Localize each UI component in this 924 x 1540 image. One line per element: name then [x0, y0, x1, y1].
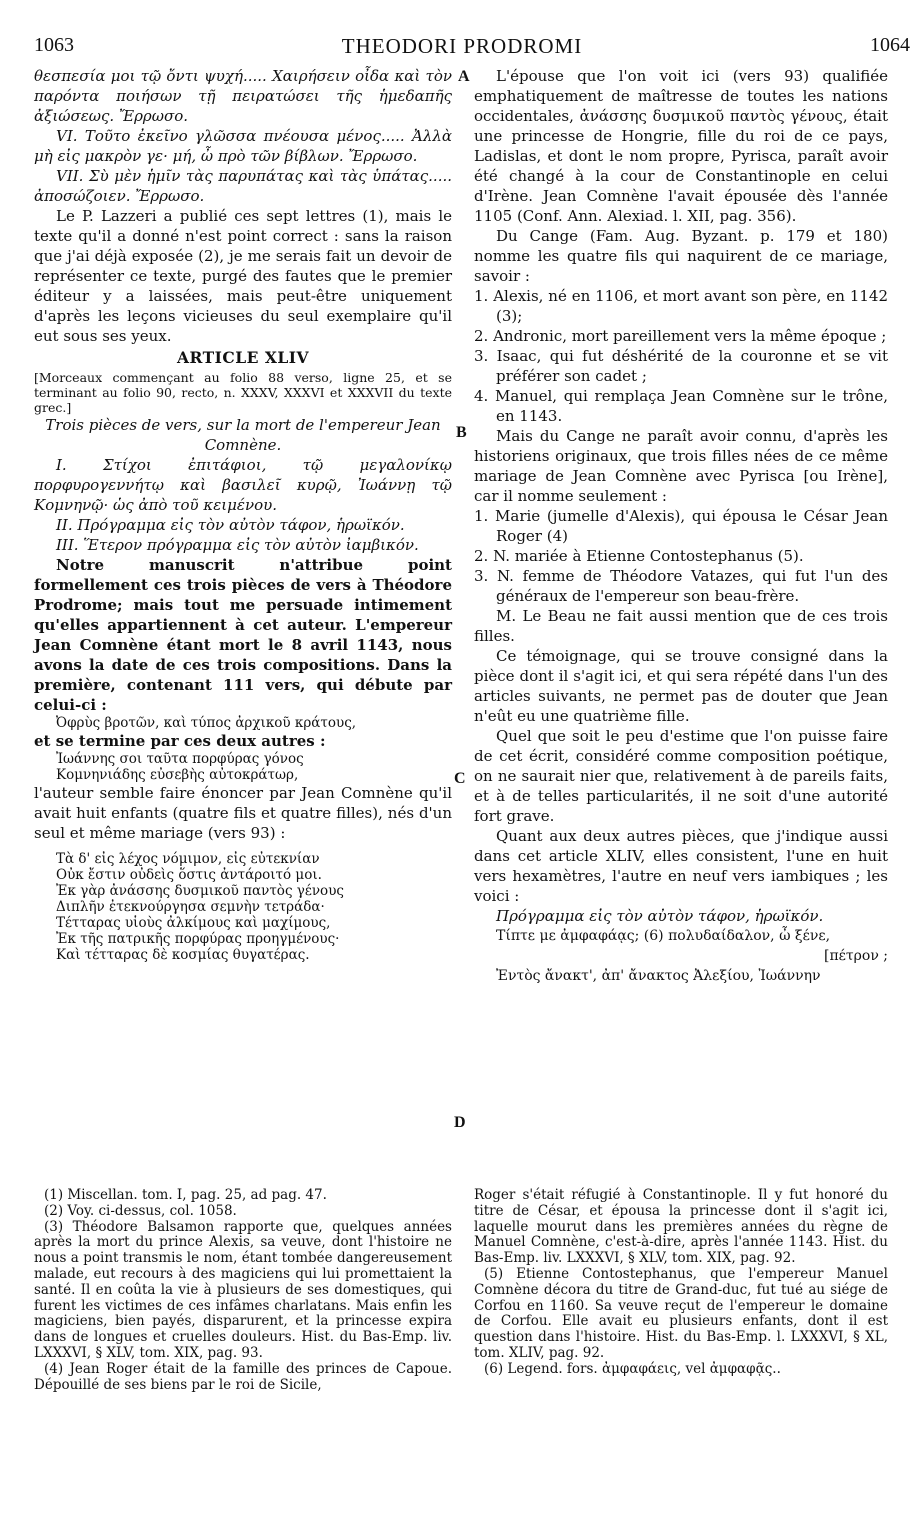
article-heading: ARTICLE XLIV	[176, 348, 310, 367]
verse-line: Ἐκ τῆς πατρικῆς πορφύρας προηγμένους·	[56, 931, 340, 947]
verse-ending-1: Ἰωάννης σοι ταῦτα πορφύρας γόνος	[56, 751, 304, 767]
paragraph-du-cange-sons: Du Cange (Fam. Aug. Byzant. p. 179 et 180) nomme les quatre fils qui naquirent de ce mariage, savoir :	[474, 227, 888, 285]
greek-letter-v-end: θεσπεσία μοι τῷ ὄντι ψυχή..... Χαιρήσειν οἶδα καὶ τὸν παρόντα ποιήσων τῇ πειρατώσει τῆς ἡμεδαπῆς ἀξιώσεως. Ἔρρωσο.	[34, 67, 452, 125]
footnote: (3) Théodore Balsamon rapporte que, quelques années après la mort du prince Alexis, sa veuve, dont l'histoire ne nous a point transmis le nom, étant tombée dangereusement malade, eut recours à des magiciens qui lui promettaient la santé. Il en coûta la vie à plusieurs de ses domestiques, qui furent les victimes de ces infâmes charlatans. Mais enfin les magiciens, bien payés, disparurent, et la princesse expira dans de longues et cruelles douleurs. Hist. du Bas-Emp. liv. LXXXVI, § XLV, tom. XIX, pag. 93.	[34, 1218, 452, 1361]
footnotes-right	[474, 1188, 888, 1378]
daughter-item: 2. N. mariée à Etienne Contostephanus (5).	[474, 547, 804, 565]
page-number-right: 1064	[870, 34, 910, 56]
verse-line: Οὐκ ἔστιν οὐδεὶς ὅστις ἀντάροιτό μοι.	[56, 867, 322, 883]
running-header	[0, 34, 924, 64]
article-subtitle: Trois pièces de vers, sur la mort de l'empereur Jean Comnène.	[45, 416, 441, 454]
greek-letter-vii: VII. Σὺ μὲν ἡμῖν τὰς παρυπάτας καὶ τὰς ὑπάτας..... ἀποσώζοιεν. Ἔρρωσο.	[34, 167, 452, 205]
margin-letter-a: A	[458, 68, 470, 85]
verse-line: Διπλῆν ἐτεκνούργησα σεμνὴν τετράδα·	[56, 899, 325, 915]
daughter-item: 1. Marie (jumelle d'Alexis), qui épousa le César Jean Roger (4)	[474, 507, 888, 545]
paragraph-lazzeri: Le P. Lazzeri a publié ces sept lettres (1), mais le texte qu'il a donné n'est point correct : sans la raison que j'ai déjà exposée (2), je me serais fait un devoir de représenter ce texte, purgé des fautes que le premier éditeur y a laissées, mais peut-être uniquement d'après les leçons vicieuses du seul exemplaire qu'il eut sous ses yeux.	[34, 207, 452, 345]
footnote: (2) Voy. ci-dessus, col. 1058.	[44, 1202, 237, 1219]
margin-letter-b: B	[456, 424, 467, 441]
footnote: Roger s'était réfugié à Constantinople. Il y fut honoré du titre de César, et épousa la princesse dont il s'agit ici, laquelle mourut dans les premières années du règne de Manuel Comnène, c'est-à-dire, après l'année 1143. Hist. du Bas-Emp. liv. LXXXVI, § XLV, tom. XIX, pag. 92.	[474, 1187, 888, 1267]
verse-line: Τέτταρας υἱοὺς ἀλκίμους καὶ μαχίμους,	[56, 915, 331, 931]
footnote: (1) Miscellan. tom. I, pag. 25, ad pag. 47.	[44, 1187, 327, 1203]
son-item: 3. Isaac, qui fut déshérité de la couronne et se vit préférer son cadet ;	[474, 347, 888, 385]
paragraph-temoignage: Ce témoignage, qui se trouve consigné dans la pièce dont il s'agit ici, et qui sera répété dans l'un des articles suivants, ne permet pas de douter que Jean n'eût eu une quatrième fille.	[474, 647, 888, 725]
greek-program-title: Πρόγραμμα εἰς τὸν αὐτὸν τάφον, ἡρωϊκόν.	[496, 907, 824, 925]
son-item: 2. Andronic, mort pareillement vers la même époque ;	[474, 327, 887, 345]
footnotes-left	[34, 1188, 452, 1393]
paragraph-estime: Quel que soit le peu d'estime que l'on puisse faire de cet écrit, considéré comme composition poétique, on ne saurait nier que, relativement à de pareils faits, et à de telles particularités, il ne soit d'une autorité fort grave.	[474, 727, 888, 825]
greek-verse-1: Τίπτε με ἀμφαφάᾳς; (6) πολυδαίδαλον, ὦ ξένε,	[496, 928, 831, 944]
paragraph-attribution: Notre manuscrit n'attribue point formellement ces trois pièces de vers à Théodore Prodrome; mais tout me persuade intimement qu'elles appartiennent à cet auteur. L'empereur Jean Comnène étant mort le 8 avril 1143, nous avons la date de ces trois compositions. Dans la première, contenant 111 vers, qui débute par celui-ci :	[34, 556, 452, 714]
running-title: THEODORI PRODROMI	[341, 34, 583, 58]
verse-opening: Ὀφρὺς βροτῶν, καὶ τύπος ἀρχικοῦ κράτους,	[56, 715, 357, 731]
verse-line: Καὶ τέτταρας δὲ κοσμίας θυγατέρας.	[56, 947, 310, 963]
son-item: 4. Manuel, qui remplaça Jean Comnène sur le trône, en 1143.	[474, 387, 888, 425]
piece-item-3: III. Ἕτερον πρόγραμμα εἰς τὸν αὐτὸν ἰαμβικόν.	[56, 536, 419, 554]
footnote: (5) Etienne Contostephanus, que l'empereur Manuel Comnène décora du titre de Grand-duc, fut tué au siége de Corfou en 1160. Sa veuve reçut de l'empereur le domaine de Corfou. Elle avait eu plusieurs enfants, dont il est question dans l'histoire. Hist. du Bas-Emp. l. LXXXVI, § XL, tom. XLIV, pag. 92.	[474, 1265, 888, 1361]
verse-line: Ἐκ γὰρ ἀνάσσης δυσμικοῦ παντὸς γένους	[56, 883, 344, 899]
verse-ending-2: Κομνηνιάδης εὐσεβὴς αὐτοκράτωρ,	[56, 767, 299, 783]
footnote: (4) Jean Roger était de la famille des princes de Capoue. Dépouillé de ses biens par le roi de Sicile,	[34, 1360, 452, 1393]
right-column	[474, 66, 888, 986]
greek-letter-vi: VI. Τοῦτο ἐκεῖνο γλῶσσα πνέουσα μένος..... Ἀλλὰ μὴ εἰς μακρὸν γε· μή, ὦ πρὸ τῶν βίβλων. Ἔρρωσο.	[34, 127, 452, 165]
left-column	[34, 66, 452, 963]
article-bracket-note: [Morceaux commençant au folio 88 verso, ligne 25, et se terminant au folio 90, recto, n. XXXV, XXXVI et XXXVII du texte grec.]	[34, 370, 452, 415]
paragraph-du-cange-daughters: Mais du Cange ne paraît avoir connu, d'après les historiens originaux, que trois filles nées de ce même mariage de Jean Comnène avec Pyrisca [ou Irène], car il nomme seulement :	[474, 427, 888, 505]
piece-item-2: II. Πρόγραμμα εἰς τὸν αὐτὸν τάφον, ἡρωϊκόν.	[56, 516, 405, 534]
paragraph-deux-pieces: Quant aux deux autres pièces, que j'indique aussi dans cet article XLIV, elles consistent, l'une en huit vers hexamètres, l'autre en neuf vers iambiques ; les voici :	[474, 827, 888, 905]
paragraph-le-beau: M. Le Beau ne fait aussi mention que de ces trois filles.	[474, 607, 888, 645]
paragraph-epouse: L'épouse que l'on voit ici (vers 93) qualifiée emphatiquement de maîtresse de toutes les nations occidentales, ἀνάσσης δυσμικοῦ παντὸς γένους, était une princesse de Hongrie, fille du roi de ce pays, Ladislas, et dont le nom propre, Pyrisca, paraît avoir été changé à la cour de Constantinople en celui d'Irène. Jean Comnène l'avait épousée dès l'année 1105 (Conf. Ann. Alexiad. l. XII, pag. 356).	[474, 67, 888, 225]
greek-verse-2: Ἐντὸς ἄνακτ', ἀπ' ἄνακτος Ἀλεξίου, Ἰωάννην	[496, 968, 821, 984]
paragraph-ending: et se termine par ces deux autres :	[34, 732, 326, 750]
paragraph-children: l'auteur semble faire énoncer par Jean Comnène qu'il avait huit enfants (quatre fils et quatre filles), nés d'un seul et même mariage (vers 93) :	[34, 784, 452, 842]
son-item: 1. Alexis, né en 1106, et mort avant son père, en 1142 (3);	[474, 287, 888, 325]
piece-item-1: I. Στίχοι ἐπιτάφιοι, τῷ μεγαλονίκῳ πορφυρογεννήτῳ καὶ βασιλεῖ κυρῷ, Ἰωάννῃ τῷ Κομνηνῷ· ὡς ἀπὸ τοῦ κειμένου.	[34, 456, 452, 514]
greek-verse-1-cont: [πέτρον ;	[824, 948, 888, 964]
footnote: (6) Legend. fors. ἀμφαφάεις, vel ἀμφαφᾷς..	[484, 1360, 781, 1377]
daughter-item: 3. N. femme de Théodore Vatazes, qui fut l'un des généraux de l'empereur son beau-frère.	[474, 567, 888, 605]
margin-letter-c: C	[454, 770, 466, 787]
page-number-left: 1063	[34, 34, 74, 56]
margin-letter-d: D	[454, 1114, 466, 1131]
verse-line: Τὰ δ' εἰς λέχος νόμιμον, εἰς εὐτεκνίαν	[56, 851, 320, 867]
